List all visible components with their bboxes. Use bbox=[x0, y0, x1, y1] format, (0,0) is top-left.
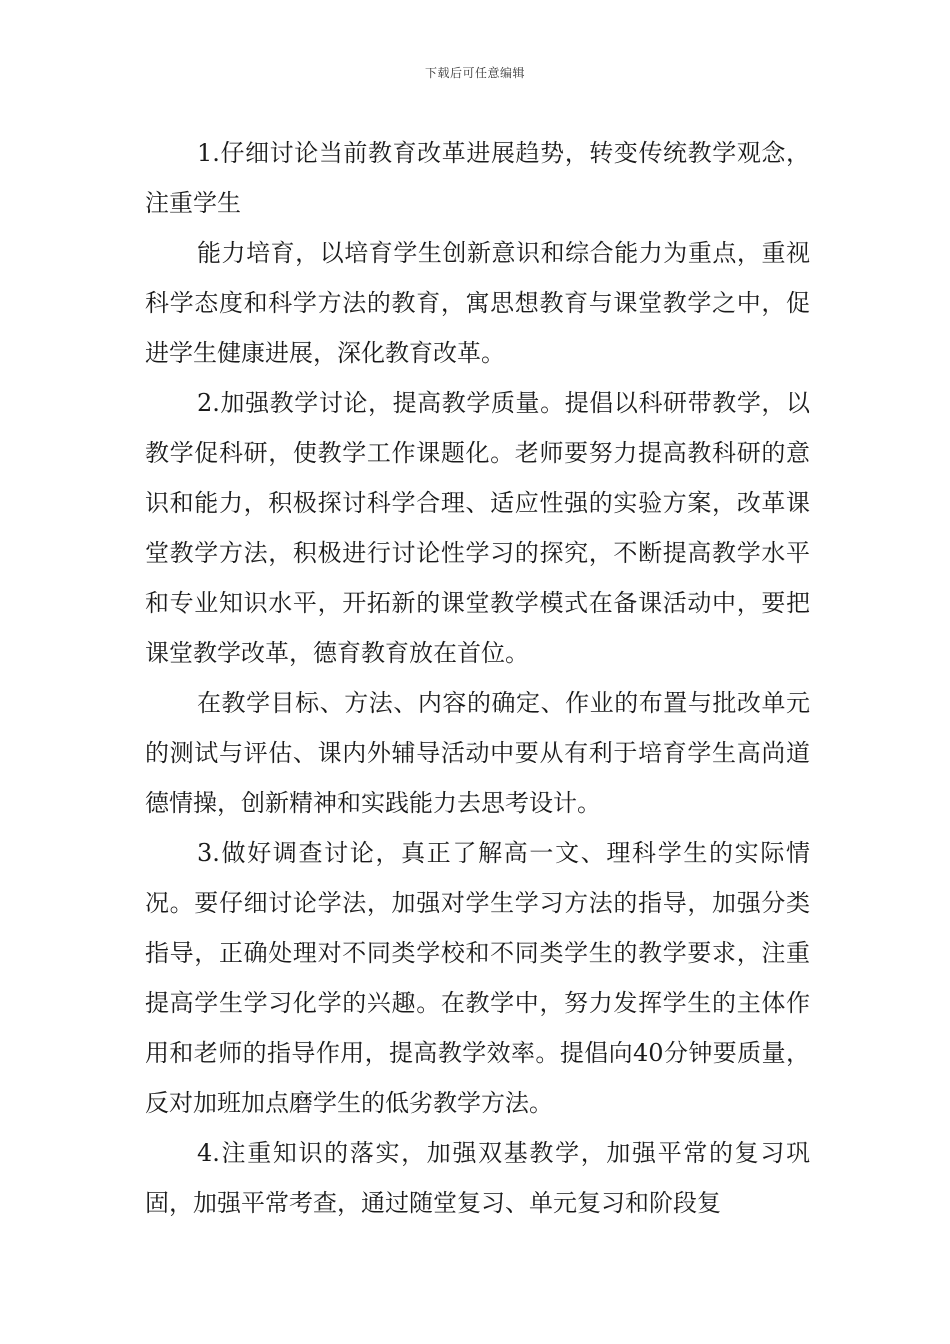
page-header-note: 下载后可任意编辑 bbox=[424, 66, 525, 80]
paragraph-2: 能力培育，以培育学生创新意识和综合能力为重点，重视科学态度和科学方法的教育，寓思想教育与课堂教学之中，促进学生健康进展，深化教育改革。 bbox=[145, 239, 810, 367]
paragraph-5: 3.做好调查讨论，真正了解高一文、理科学生的实际情况。要仔细讨论学法，加强对学生学习方法的指导，加强分类指导，正确处理对不同类学校和不同类学生的教学要求，注重提高学生学习化学的兴趣。在教学中，努力发挥学生的主体作用和老师的指导作用，提高教学效率。提倡向40分钟要质量，反对加班加点磨学生的低劣教学方法。 bbox=[145, 839, 810, 1117]
paragraph-1: 1.仔细讨论当前教育改革进展趋势，转变传统教学观念，注重学生 bbox=[145, 139, 810, 217]
paragraph-3: 2.加强教学讨论，提高教学质量。提倡以科研带教学，以教学促科研，使教学工作课题化。老师要努力提高教科研的意识和能力，积极探讨科学合理、适应性强的实验方案，改革课堂教学方法，积极进行讨论性学习的探究，不断提高教学水平和专业知识水平，开拓新的课堂教学模式在备课活动中，要把课堂教学改革，德育教育放在首位。 bbox=[145, 389, 810, 667]
document-body bbox=[145, 128, 810, 1228]
paragraph-4: 在教学目标、方法、内容的确定、作业的布置与批改单元的测试与评估、课内外辅导活动中要从有利于培育学生高尚道德情操，创新精神和实践能力去思考设计。 bbox=[145, 689, 810, 817]
paragraph-6: 4.注重知识的落实，加强双基教学，加强平常的复习巩固，加强平常考查，通过随堂复习、单元复习和阶段复 bbox=[145, 1139, 810, 1217]
